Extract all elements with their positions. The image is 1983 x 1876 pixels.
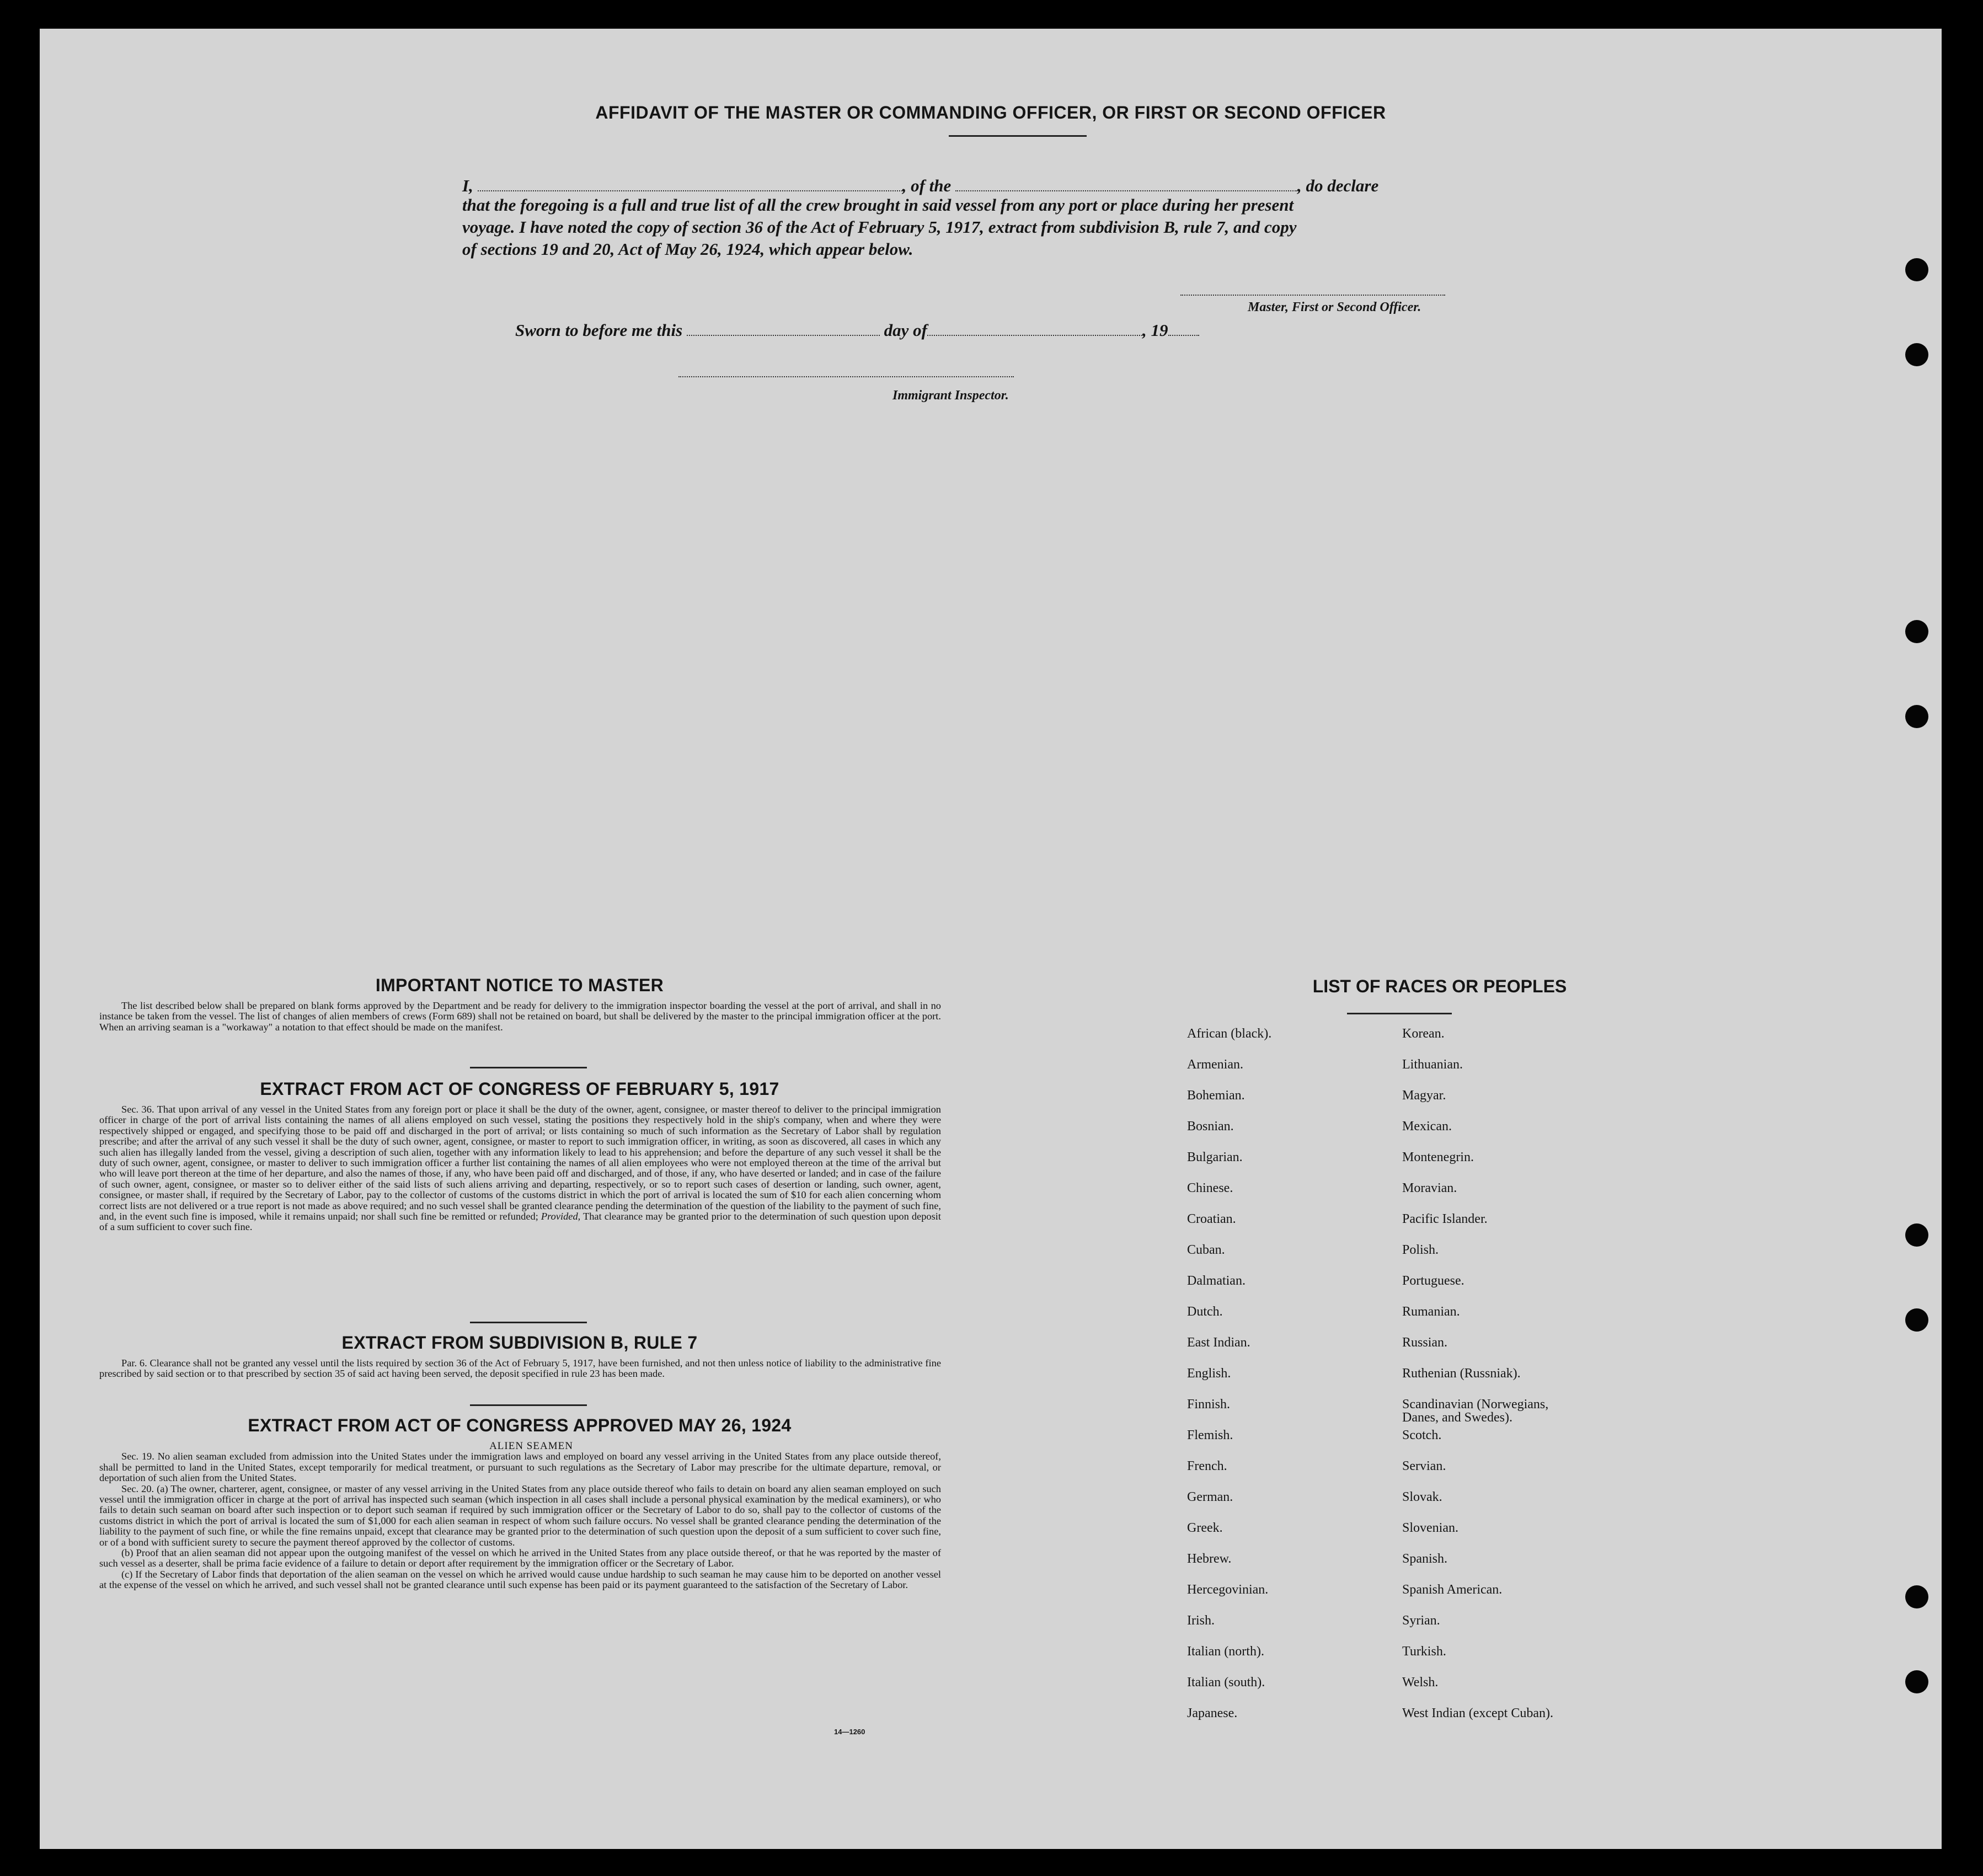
affidavit-title: AFFIDAVIT OF THE MASTER OR COMMANDING OFFICER, OR FIRST OR SECOND OFFICER [595,103,1386,122]
race-item: Bohemian. [1187,1088,1245,1103]
notice-master-text: The list described below shall be prepared on blank forms approved by the Department and be ready for delivery to the immigration inspector boarding the vessel at the port of arrival, and shall in no instance be taken from the vessel. The list of changes of alien members of crews (Form 689) shall not be retained on board, but shall be delivered by the master to the principal immigration officer at the port. When an arriving seaman is a "workaway" a notation to that effect should be made on the manifest. [99,1000,941,1033]
sworn-day-field [687,318,880,336]
sec20a-label: Sec. 20. (a) [121,1483,168,1494]
race-item: East Indian. [1187,1335,1250,1350]
master-name-field [478,173,902,191]
vessel-name-field [955,173,1297,191]
extract-1917-body [99,1104,941,1233]
form-number: 14—1260 [834,1728,865,1736]
binder-hole [1905,343,1928,366]
race-item: Spanish American. [1402,1583,1503,1597]
race-item: West Indian (except Cuban). [1402,1706,1553,1720]
inspector-signature-label: Immigrant Inspector. [892,388,1009,403]
year-label: , 19 [1142,320,1168,340]
section-divider [470,1067,587,1068]
races-right-column [1402,1027,1553,1738]
extract-rule7-title: EXTRACT FROM SUBDIVISION B, RULE 7 [341,1333,698,1353]
affidavit-declaration-line [462,173,1571,196]
extract-1924-body [99,1441,941,1591]
race-item: Scotch. [1402,1428,1442,1442]
extract-1924-title: EXTRACT FROM ACT OF CONGRESS APPROVED MAY 26, 1924 [248,1415,792,1435]
race-item: Italian (north). [1187,1644,1264,1659]
race-item: Armenian. [1187,1057,1243,1072]
master-signature-label: Master, First or Second Officer. [1248,300,1421,314]
affidavit-line-4: of sections 19 and 20, Act of May 26, 1924, which appear below. [462,239,913,259]
affidavit-i-label: I, [462,176,473,195]
sec19-text: No alien seaman excluded from admission into the United States under the immigration laws and employed on board any vessel arriving in the United States from any place outside thereof, shall be permitted to land in the United States, except temporarily for medical treatment, or pursuant to such regulations as the Secretary of Labor may prescribe for the ultimate departure, removal, or deportation of such alien from the United States. [99,1451,941,1484]
race-item: Dutch. [1187,1305,1223,1319]
sworn-year-field [1168,318,1199,336]
sworn-month-field [927,318,1142,336]
race-item: German. [1187,1490,1233,1504]
race-item: Greek. [1187,1521,1223,1535]
binder-hole [1905,1308,1928,1332]
race-item: Slovak. [1402,1490,1442,1504]
race-item: Turkish. [1402,1644,1446,1659]
race-item: Magyar. [1402,1088,1446,1103]
race-item: English. [1187,1366,1231,1381]
race-item: Hercegovinian. [1187,1583,1269,1597]
race-item: Moravian. [1402,1181,1457,1195]
extract-rule7-body [99,1358,941,1380]
section-divider [470,1322,587,1323]
race-item: Flemish. [1187,1428,1233,1442]
title-divider [949,135,1087,137]
sec19-label: Sec. 19. [121,1451,154,1462]
race-item: Cuban. [1187,1243,1225,1257]
sworn-line [515,318,1624,340]
race-item: Bulgarian. [1187,1150,1243,1164]
affidavit-of-the-label: , of the [902,176,952,195]
sec20a-text: The owner, charterer, agent, consignee, or master of any vessel arriving in the United States from any place outside thereof who fails to detain on board any alien seaman employed on such vessel until the immigration officer in charge at the port of arrival has inspected such seaman (which inspection in all cases shall include a personal physical examination by the medical examiners), or who fails to detain such seaman on board after such inspection or to deport such seaman if required by such immigration officer or the Secretary of Labor to do so, shall pay to the collector of customs of the customs district in which the port of arrival is located the sum of $1,000 for each alien seaman in respect of whom such failure occurs. No vessel shall be granted clearance pending the determination of the liability to the payment of such fine, or while the fine remains unpaid, except that clearance may be granted prior to the determination of such question upon the deposit of a sum sufficient to cover such fine, or of a bond with sufficient surety to secure the payment thereof approved by the collector of customs. [99,1483,942,1548]
race-item: Russian. [1402,1335,1448,1350]
race-item: Japanese. [1187,1706,1238,1720]
race-item: Dalmatian. [1187,1274,1246,1288]
affidavit-line-3: voyage. I have noted the copy of section 36 of the Act of February 5, 1917, extract from subdivision B, rule 7, and copy [462,217,1297,237]
day-of-label: day of [884,320,927,340]
race-item: Pacific Islander. [1402,1212,1488,1226]
binder-hole [1905,620,1928,643]
extract-1917-title: EXTRACT FROM ACT OF CONGRESS OF FEBRUARY 5, 1917 [260,1079,779,1099]
race-item: French. [1187,1459,1227,1473]
race-item: Italian (south). [1187,1675,1265,1690]
proviso-label: Provided, [541,1211,581,1222]
binder-hole [1905,258,1928,281]
race-item: Rumanian. [1402,1305,1460,1319]
sec20c-text: If the Secretary of Labor finds that deportation of the alien seaman on the vessel on which he arrived would cause undue hardship to such seaman he may cause him to be deported on another vessel at the expense of the vessel on which he arrived, and such vessel shall not be granted clearance until such expense has been paid or its payment guaranteed to the satisfaction of the Secretary of Labor. [99,1568,941,1591]
master-signature-line [1180,295,1445,296]
document-page [40,29,1942,1849]
sec20b-label: (b) [121,1547,133,1559]
race-item: Polish. [1402,1243,1439,1257]
race-item: Syrian. [1402,1613,1440,1628]
section-divider [470,1404,587,1406]
notice-master-title: IMPORTANT NOTICE TO MASTER [375,975,664,995]
binder-hole [1905,705,1928,728]
race-item: Lithuanian. [1402,1057,1463,1072]
races-divider [1347,1013,1452,1014]
binder-hole [1905,1670,1928,1693]
sec36-text: That upon arrival of any vessel in the United States from any foreign port or place it shall be the duty of the owner, agent, consignee, or master thereof to deliver to the principal immigration officer in charge of the port of arrival lists containing the names of all aliens employed on such vessel, stating the positions they respectively hold in the ship's company, when and where they were respectively shipped or engaged, and specifying those to be paid off and discharged in the port of arrival; or lists containing so much of such information as the Secretary of Labor shall by regulation prescribe; and after the arrival of any such vessel it shall be the duty of such owner, agent, consignee, or master to report to such immigration officer, in writing, as soon as discovered, all cases in which any such alien has illegally landed from the vessel, giving a description of such alien, together with any information likely to lead to his apprehension; and before the departure of any such vessel it shall be the duty of such owner, agent, consignee, or master to deliver to such immigration officer a further list containing the names of all alien employees who were not employed thereon at the time of the arrival but who will leave port thereon at the time of her departure, and also the names of those, if any, who have been paid off and discharged, and of those, if any, who have deserted or landed; and in case of the failure of such owner, agent, consignee, or master so to deliver either of the said lists of such aliens arriving and departing, respectively, or so to report such cases of desertion or landing, such owner, agent, consignee, or master shall, if required by the Secretary of Labor, pay to the collector of customs of the customs district in which the port of arrival is located the sum of $10 for each alien concerning whom correct lists are not delivered or a true report is not made as above required; and no such vessel shall be granted clearance pending the determination of the question of the liability to the payment of such fine, and, in the event such fine is imposed, while it remains unpaid; nor shall such fine be remitted or refunded; [99,1104,941,1222]
races-title: LIST OF RACES OR PEOPLES [1312,976,1567,996]
race-item: Chinese. [1187,1181,1233,1195]
race-item: Welsh. [1402,1675,1439,1690]
race-item: African (black). [1187,1027,1272,1041]
rule7-text: Par. 6. Clearance shall not be granted any vessel until the lists required by section 36 of the Act of February 5, 1917, have been furnished, and not then unless notice of liability to the administrative fine prescribed by said section or to that prescribed by section 35 of said act having been served, the deposit specified in rule 23 has been made. [99,1357,941,1380]
race-item: Hebrew. [1187,1552,1232,1566]
binder-hole [1905,1223,1928,1247]
sec20b-text: Proof that an alien seaman did not appear upon the outgoing manifest of the vessel on which he arrived in the United States from any place outside thereof, or that he was reported by the master of such vessel as a deserter, shall be prima facie evidence of a failure to detain or deport after requirement by the immigration officer or the Secretary of Labor. [99,1547,941,1569]
race-item: Korean. [1402,1027,1445,1041]
race-item: Montenegrin. [1402,1150,1474,1164]
proviso-text: That clearance may be granted prior to the determination of such question upon deposit of a sum sufficient to cover such fine. [99,1211,941,1233]
races-left-column [1187,1027,1271,1738]
alien-seamen-subtitle: ALIEN SEAMEN [489,1440,573,1452]
race-item: Bosnian. [1187,1119,1234,1134]
affidavit-declare-label: , do declare [1297,176,1379,195]
race-item: Servian. [1402,1459,1446,1473]
race-item: Portuguese. [1402,1274,1464,1288]
inspector-signature-line [678,376,1014,377]
race-item: Slovenian. [1402,1521,1458,1535]
race-item: Scandinavian (Norwegians, Danes, and Swedes). [1402,1397,1549,1425]
sec36-label: Sec. 36. [121,1104,154,1115]
notice-master-body [99,1001,941,1033]
race-item: Croatian. [1187,1212,1236,1226]
binder-hole [1905,1585,1928,1608]
race-item: Finnish. [1187,1397,1231,1412]
race-item: Ruthenian (Russniak). [1402,1366,1521,1381]
sworn-label: Sworn to before me this [515,320,683,340]
affidavit-line-2: that the foregoing is a full and true list of all the crew brought in said vessel from any port or place during her present [462,195,1294,215]
race-item: Spanish. [1402,1552,1448,1566]
race-item: Irish. [1187,1613,1215,1628]
race-item: Mexican. [1402,1119,1452,1134]
sec20c-label: (c) [121,1568,133,1580]
